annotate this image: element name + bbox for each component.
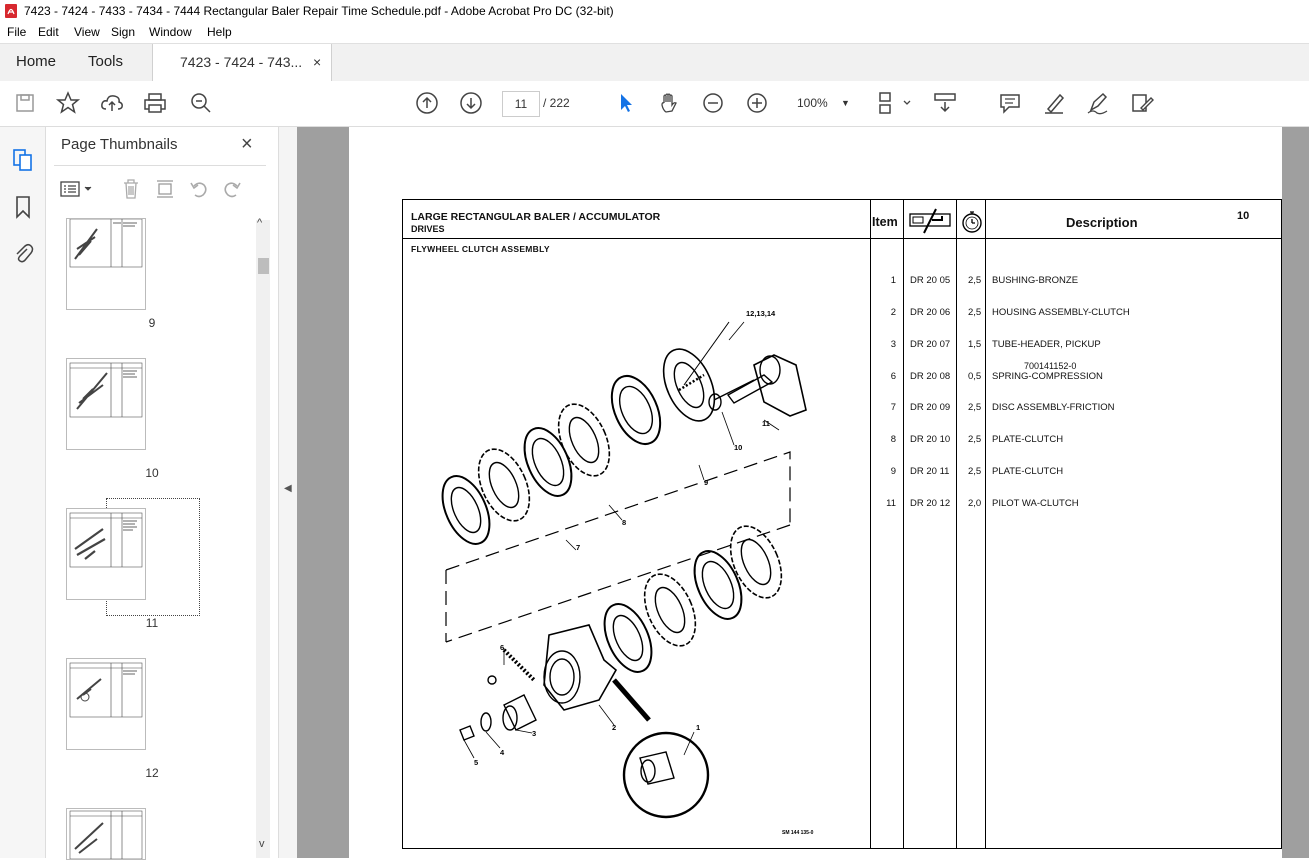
repair-time: 2,5 [968,402,982,414]
times-column [968,255,981,520]
descriptions-column [992,255,1130,520]
menu-sign[interactable]: Sign [111,25,136,39]
select-pointer-icon[interactable] [612,90,638,116]
stopwatch-icon [960,208,984,234]
callout-4: 4 [500,748,505,757]
left-rail [0,127,46,858]
part-description: SPRING-COMPRESSION [992,370,1103,382]
doc-subtitle: DRIVES [411,224,445,234]
collapse-arrow-icon[interactable]: ◀ [284,483,292,494]
print-icon[interactable] [142,90,168,116]
attachments-icon[interactable] [12,241,34,265]
callout-8: 8 [622,518,627,527]
tab-document-label: 7423 - 7424 - 743... [180,54,303,70]
part-description: PLATE-CLUTCH [992,434,1064,446]
repair-time: 1,5 [968,338,982,350]
callout-11: 11 [762,419,770,428]
hand-tool-icon[interactable] [656,90,682,116]
repair-code: DR 20 11 [910,465,950,477]
thumbnail-label-9: 9 [148,316,156,330]
panel-collapse-handle[interactable] [279,127,297,858]
thumbnail-label-10: 10 [145,466,159,480]
item-number: 11 [886,497,896,509]
repair-code-icon [908,207,952,235]
callout-10: 10 [734,443,743,452]
item-number: 6 [890,370,896,382]
page-thumbnails-icon[interactable] [12,148,34,172]
items-column [885,255,896,520]
menu-edit[interactable]: Edit [38,25,59,39]
page-total: / 222 [543,96,570,110]
title-bar [0,0,1309,22]
divider-code [903,199,904,848]
repair-code: DR 20 12 [910,497,951,509]
part-number: 700141152-0 [1024,361,1077,371]
repair-time: 0,5 [968,370,982,382]
extract-page-icon[interactable] [154,178,176,200]
rotate-right-icon[interactable] [221,178,243,200]
repair-code: DR 20 10 [910,434,951,446]
repair-code: DR 20 07 [910,338,951,350]
tab-tools[interactable]: Tools [88,53,124,70]
callout-3: 3 [532,729,537,738]
previous-page-icon[interactable] [414,90,440,116]
column-description: Description [1066,215,1138,230]
figure-reference: SM 144 135-0 [782,830,814,836]
fit-page-icon[interactable] [875,90,913,116]
sign-pen-icon[interactable] [1085,90,1111,116]
rotate-left-icon[interactable] [188,178,210,200]
callout-5: 5 [474,758,479,767]
thumbnail-options-icon[interactable] [60,180,96,198]
comment-icon[interactable] [997,90,1023,116]
repair-time: 2,5 [968,434,982,446]
column-item: Item [872,215,898,229]
exploded-parts-diagram [404,240,868,846]
item-number: 2 [890,306,896,318]
section-title: FLYWHEEL CLUTCH ASSEMBLY [411,244,550,254]
panel-close-icon[interactable]: × [241,133,253,155]
thumbnail-image [67,359,145,449]
doc-title: LARGE RECTANGULAR BALER / ACCUMULATOR [411,211,661,223]
item-number: 9 [890,465,896,477]
part-description: PLATE-CLUTCH [992,465,1064,477]
item-number: 1 [890,275,896,287]
scrollbar-thumb[interactable] [258,258,269,274]
divider-desc [985,199,986,848]
delete-page-icon[interactable] [120,178,142,200]
scroll-down-icon[interactable]: v [259,838,265,850]
part-description: PILOT WA-CLUTCH [992,497,1079,509]
thumbnail-image [67,509,145,599]
repair-code: DR 20 09 [910,402,951,414]
save-icon[interactable] [12,90,38,116]
part-description: DISC ASSEMBLY-FRICTION [992,402,1115,414]
bookmarks-icon[interactable] [13,195,33,219]
item-number: 7 [890,402,896,414]
repair-time: 2,5 [968,306,982,318]
divider-item [870,199,871,848]
upload-cloud-icon[interactable] [99,90,125,116]
codes-column [910,255,950,520]
thumbnail-page-13[interactable] [66,808,146,860]
chevron-down-icon: ▼ [841,98,850,108]
zoom-out-icon[interactable] [700,90,726,116]
scroll-up-icon[interactable]: ^ [257,217,263,229]
toolbar [0,81,1309,127]
menu-bar [0,22,1309,43]
search-zoom-icon[interactable] [188,90,214,116]
thumbnail-image [67,809,145,859]
menu-window[interactable]: Window [149,25,192,39]
window-title: 7423 - 7424 - 7433 - 7434 - 7444 Rectangular Baler Repair Time Schedule.pdf - Adobe Acrobat Pro DC (32-bit) [24,4,614,18]
page-number-label: 10 [1237,210,1250,222]
tab-document[interactable] [152,44,332,82]
thumbnail-image [67,659,145,749]
tab-close-icon[interactable]: × [313,54,322,70]
panel-divider [54,165,266,166]
zoom-in-icon[interactable] [744,90,770,116]
thumbnail-page-12[interactable] [66,658,146,750]
thumbnail-page-10[interactable] [66,358,146,450]
divider-time [956,199,957,848]
repair-code: DR 20 06 [910,306,951,318]
part-description: HOUSING ASSEMBLY-CLUTCH [992,306,1130,318]
callout-1: 1 [696,723,701,732]
tab-bar [0,43,1309,82]
scroll-mode-icon[interactable] [932,90,958,116]
callout-6: 6 [500,643,505,652]
next-page-icon[interactable] [458,90,484,116]
page-number-input[interactable]: 11 [502,91,540,117]
repair-time: 2,5 [968,465,982,477]
zoom-value: 100% [797,96,828,110]
acrobat-logo-icon [5,4,17,18]
edit-text-icon[interactable] [1129,90,1155,116]
repair-time: 2,5 [968,275,982,287]
menu-view[interactable]: View [74,25,100,39]
item-number: 3 [890,338,896,350]
menu-help[interactable]: Help [207,25,232,39]
tab-home[interactable]: Home [16,53,57,70]
thumbnail-page-11[interactable] [66,508,146,600]
callout-12-13-14: 12,13,14 [746,309,776,318]
header-rule [402,238,1281,239]
repair-code: DR 20 08 [910,370,951,382]
menu-file[interactable]: File [7,25,27,39]
part-description: TUBE-HEADER, PICKUP [992,338,1101,350]
panel-title: Page Thumbnails [61,136,178,153]
repair-code: DR 20 05 [910,275,951,287]
zoom-select[interactable] [789,91,857,115]
part-description: BUSHING-BRONZE [992,275,1079,287]
item-number: 8 [890,434,896,446]
thumbnail-label-12: 12 [145,766,159,780]
thumbnail-label-11: 11 [145,616,159,630]
thumbnail-page-9[interactable] [66,218,146,310]
bookmark-star-icon[interactable] [55,90,81,116]
callout-9: 9 [704,478,709,487]
repair-time: 2,0 [968,497,982,509]
callout-2: 2 [612,723,617,732]
highlight-pen-icon[interactable] [1041,90,1067,116]
thumbnail-image [67,219,145,309]
thumbnail-scrollbar[interactable] [256,217,270,858]
callout-7: 7 [576,543,581,552]
